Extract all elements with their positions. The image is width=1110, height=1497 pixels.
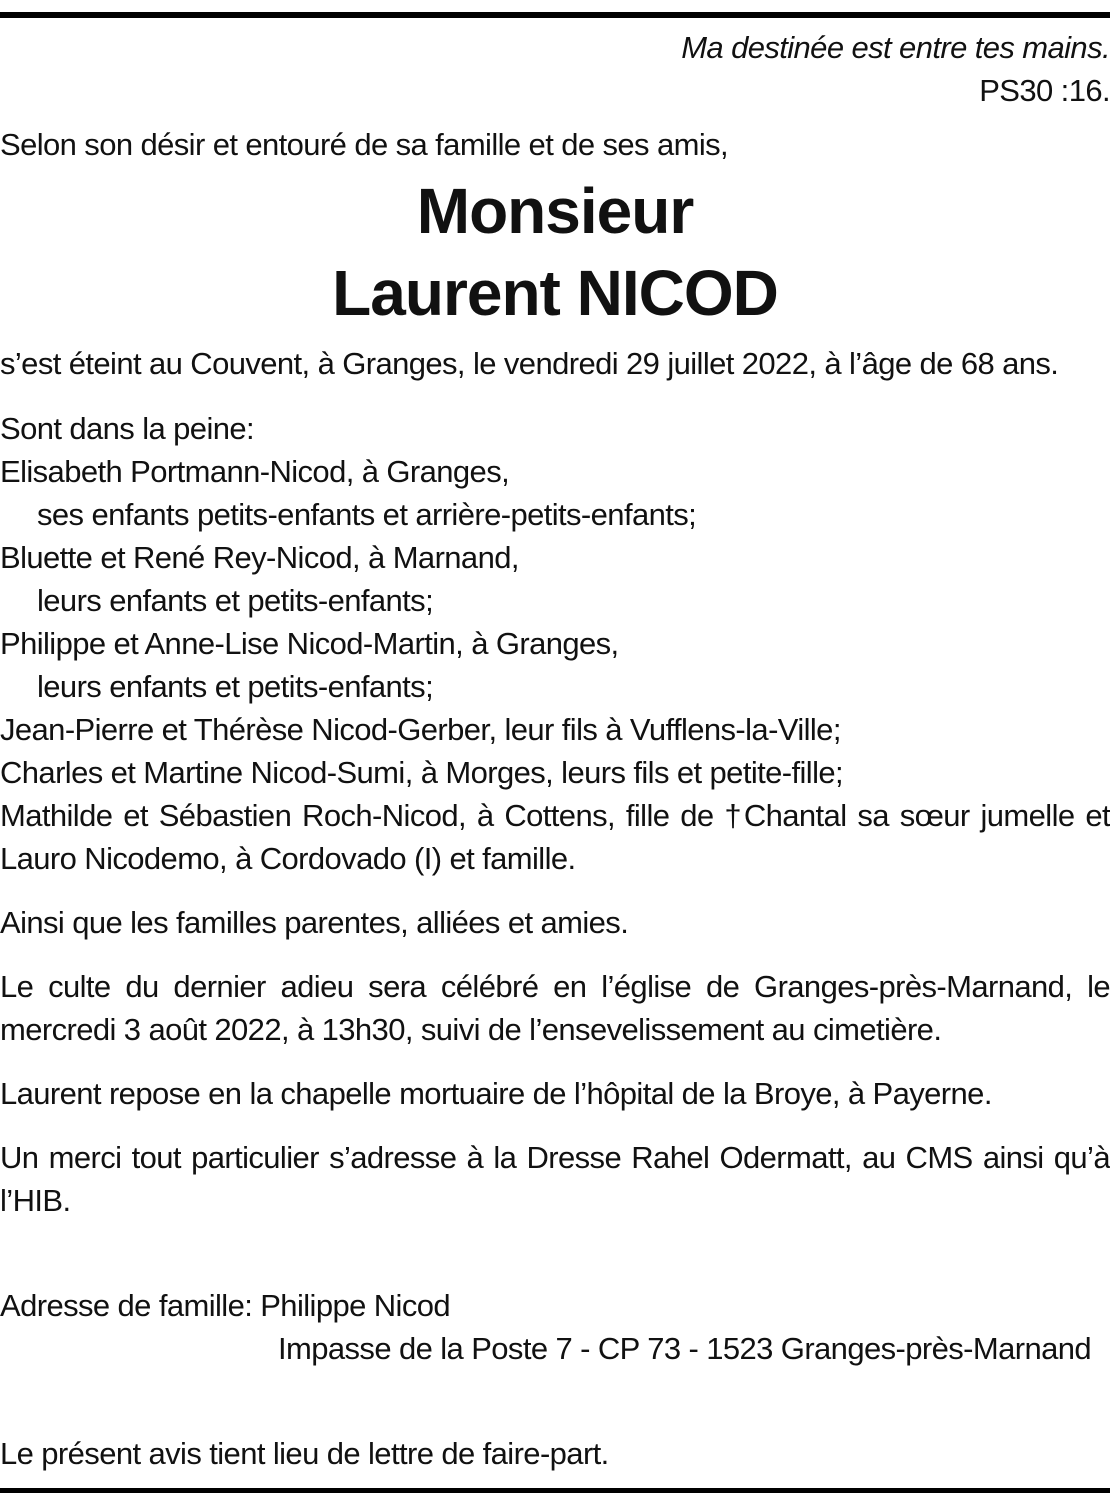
intro-line: Selon son désir et entouré de sa famille et de ses amis, bbox=[0, 127, 729, 162]
family-address bbox=[0, 1284, 1110, 1370]
death-notice: s’est éteint au Couvent, à Granges, le vendredi 29 juillet 2022, à l’âge de 68 ans. bbox=[0, 346, 1059, 381]
epigraph-reference: PS30 :16. bbox=[979, 73, 1110, 108]
mourner-last-entry: Mathilde et Sébastien Roch-Nicod, à Cottens, fille de †Chantal sa sœur jumelle et Lauro Nicodemo, à Cordovado (I) et famille. bbox=[0, 798, 1110, 876]
deceased-title: Monsieur bbox=[416, 175, 694, 247]
mourner-line: Elisabeth Portmann-Nicod, à Granges, bbox=[0, 454, 510, 489]
mourner-line: Charles et Martine Nicod-Sumi, à Morges, leurs fils et petite-fille; bbox=[0, 755, 844, 790]
mourner-line: leurs enfants et petits-enfants; bbox=[37, 583, 434, 618]
mourner-line: ses enfants petits-enfants et arrière-petits-enfants; bbox=[37, 497, 697, 532]
epigraph-verse: Ma destinée est entre tes mains. bbox=[681, 30, 1110, 65]
mourner-line: Philippe et Anne-Lise Nicod-Martin, à Granges, bbox=[0, 626, 619, 661]
mourner-line: Jean-Pierre et Thérèse Nicod-Gerber, leur fils à Vufflens-la-Ville; bbox=[0, 712, 841, 747]
ceremony-paragraph: Le culte du dernier adieu sera célébré en l’église de Granges-près-Marnand, le mercredi 3 août 2022, à 13h30, suivi de l’ensevelissement au cimetière. bbox=[0, 969, 1110, 1047]
obituary-notice bbox=[0, 26, 1110, 1475]
families-line: Ainsi que les familles parentes, alliées et amies. bbox=[0, 905, 629, 940]
mourners-heading: Sont dans la peine: bbox=[0, 411, 255, 446]
closing-line: Le présent avis tient lieu de lettre de faire-part. bbox=[0, 1436, 609, 1471]
mourner-line: Bluette et René Rey-Nicod, à Marnand, bbox=[0, 540, 519, 575]
address-label-name: Adresse de famille: Philippe Nicod bbox=[0, 1288, 451, 1323]
top-rule bbox=[0, 12, 1110, 18]
deceased-name: Laurent NICOD bbox=[332, 257, 778, 329]
resting-place-paragraph: Laurent repose en la chapelle mortuaire de l’hôpital de la Broye, à Payerne. bbox=[0, 1076, 992, 1111]
mourner-line: leurs enfants et petits-enfants; bbox=[37, 669, 434, 704]
bottom-rule bbox=[0, 1488, 1110, 1493]
address-street: Impasse de la Poste 7 - CP 73 - 1523 Granges-près-Marnand bbox=[278, 1331, 1092, 1366]
mourners-list bbox=[0, 407, 1110, 880]
thanks-paragraph: Un merci tout particulier s’adresse à la Dresse Rahel Odermatt, au CMS ainsi qu’à l’HIB. bbox=[0, 1140, 1110, 1218]
epigraph bbox=[0, 26, 1110, 112]
deceased-name-block bbox=[0, 170, 1110, 334]
